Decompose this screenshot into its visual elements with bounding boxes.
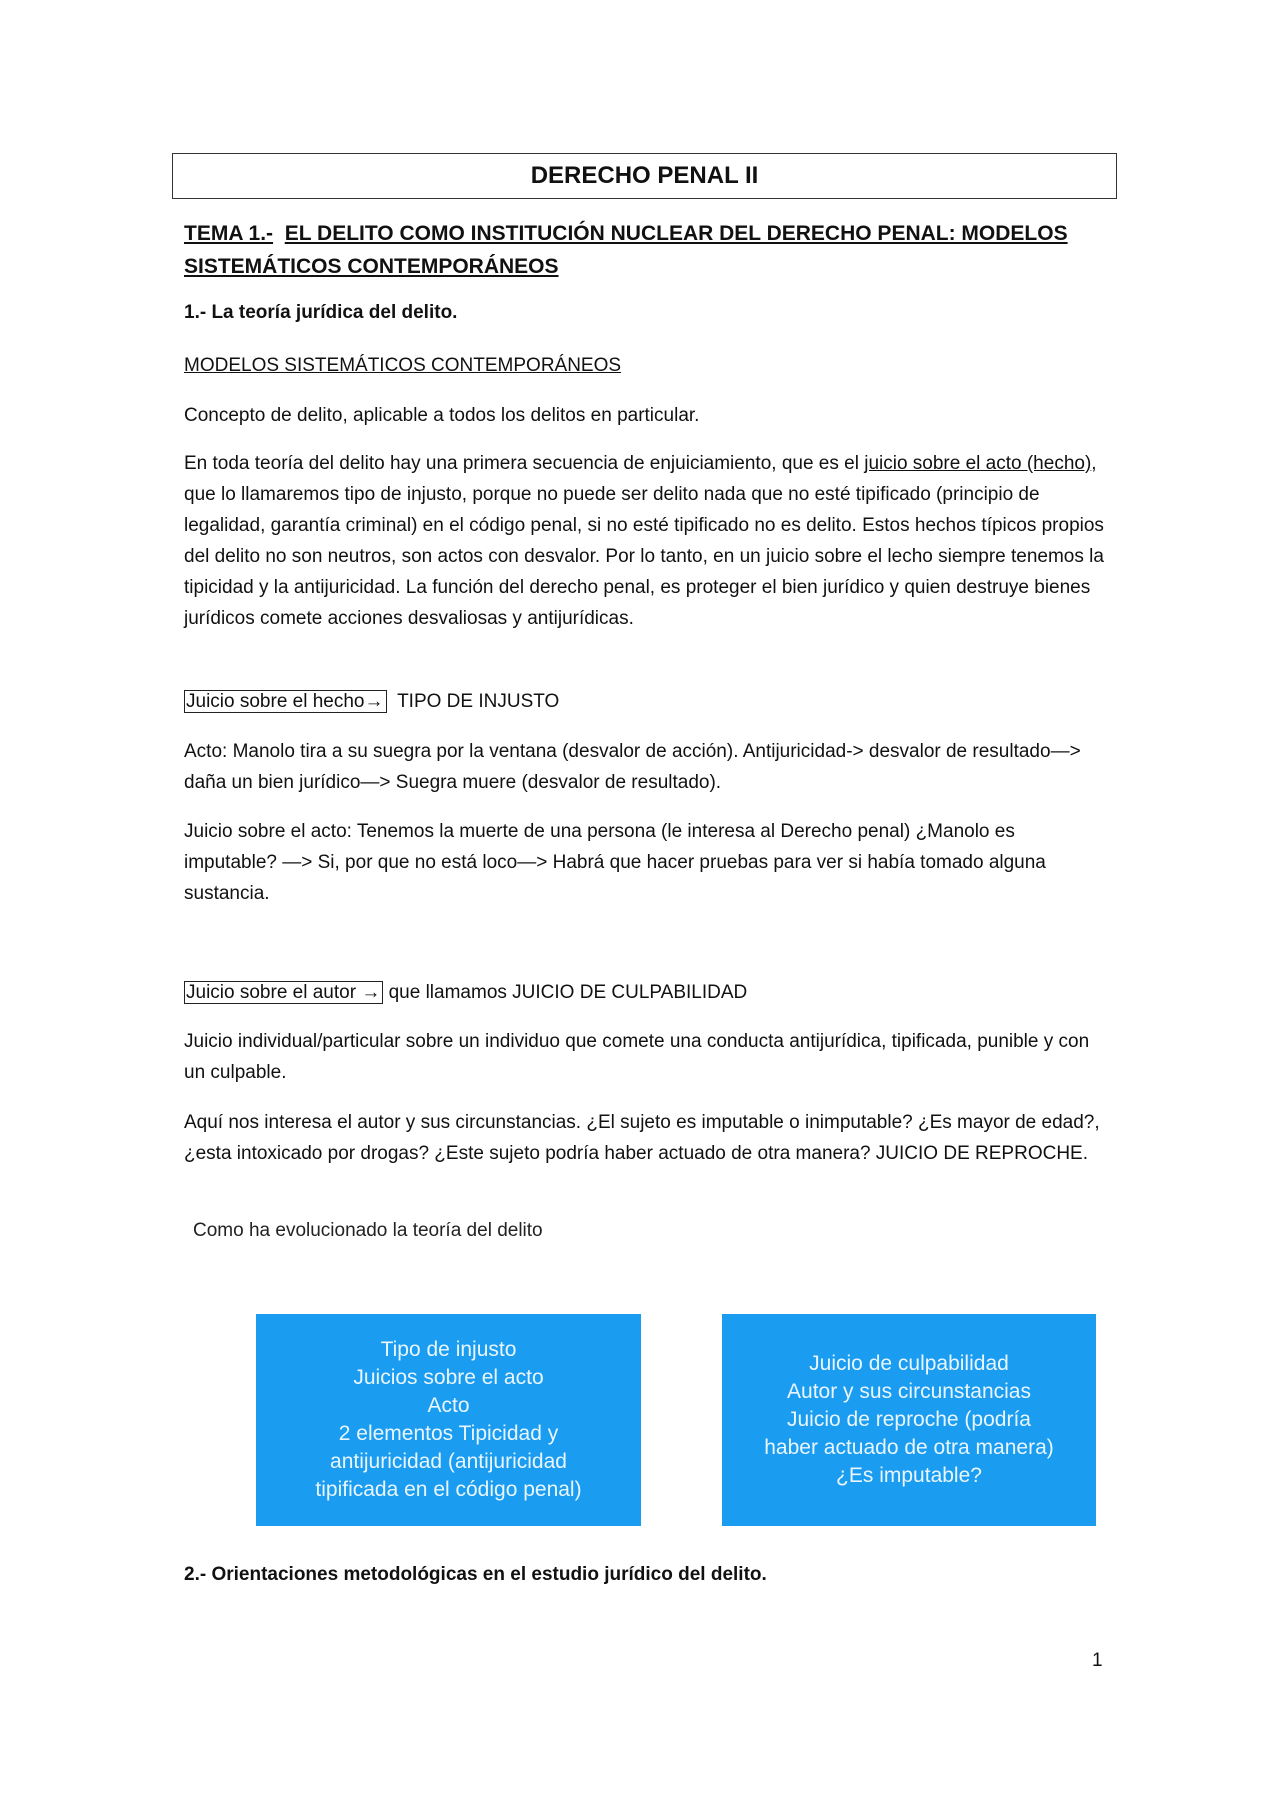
paragraph-teoria-part-a: En toda teoría del delito hay una primera secuencia de enjuiciamiento, que es el xyxy=(184,453,865,474)
paragraph-acto: Acto: Manolo tira a su suegra por la ventana (desvalor de acción). Antijuricidad-> desvalor de resultado—> daña un bien jurídico—> Suegra muere (desvalor de resultado). xyxy=(184,741,1081,793)
tema-heading xyxy=(184,217,1104,283)
paragraph-juicio-acto: Juicio sobre el acto: Tenemos la muerte de una persona (le interesa al Derecho penal) ¿Manolo es imputable? —> Si, por que no está loco—> Habrá que hacer pruebas para ver si había tomado alguna sustancia. xyxy=(184,821,1046,904)
blue-box-left-line: tipificada en el código penal) xyxy=(315,1478,582,1501)
juicio-autor-label: Juicio sobre el autor xyxy=(186,982,357,1003)
blue-box-right-line: haber actuado de otra manera) xyxy=(764,1436,1054,1459)
juicio-hecho-box xyxy=(184,690,387,713)
tema-prefix: TEMA 1.- xyxy=(184,222,274,245)
paragraph-teoria xyxy=(184,448,1104,634)
blue-box-right-line: Autor y sus circunstancias xyxy=(787,1380,1031,1403)
blue-box-culpabilidad xyxy=(722,1314,1096,1526)
juicio-hecho-line xyxy=(184,686,1104,717)
tema-title: EL DELITO COMO INSTITUCIÓN NUCLEAR DEL DERECHO PENAL: MODELOS SISTEMÁTICOS CONTEMPORÁNEOS xyxy=(184,222,1068,278)
arrow-right-icon: → xyxy=(364,691,384,712)
blue-box-left-line: antijuricidad (antijuricidad xyxy=(330,1450,567,1473)
juicio-autor-box xyxy=(184,981,383,1004)
arrow-right-icon: → xyxy=(361,982,381,1003)
juicio-hecho-label: Juicio sobre el hecho xyxy=(186,691,365,712)
juicio-autor-line xyxy=(184,977,1104,1008)
blue-box-left-line: 2 elementos Tipicidad y xyxy=(338,1422,559,1445)
page-number: 1 xyxy=(1092,1650,1103,1671)
blue-box-right-line: ¿Es imputable? xyxy=(836,1464,982,1487)
figure-caption: Como ha evolucionado la teoría del delito xyxy=(193,1220,543,1241)
blue-box-left-line: Acto xyxy=(427,1394,470,1417)
section-2-heading: 2.- Orientaciones metodológicas en el estudio jurídico del delito. xyxy=(184,1564,767,1585)
paragraph-aqui: Aquí nos interesa el autor y sus circunstancias. ¿El sujeto es imputable o inimputable? ¿Es mayor de edad?, ¿esta intoxicado por drogas? ¿Este sujeto podría haber actuado de otra manera? JUICIO DE REPROCHE. xyxy=(184,1112,1100,1164)
paragraph-concepto: Concepto de delito, aplicable a todos los delitos en particular. xyxy=(184,405,700,426)
paragraph-individual: Juicio individual/particular sobre un individuo que comete una conducta antijurídica, tipificada, punible y con un culpable. xyxy=(184,1031,1090,1083)
blue-box-left-lines xyxy=(315,1336,581,1504)
blue-box-right-line: Juicio de culpabilidad xyxy=(809,1352,1009,1375)
paragraph-teoria-underlined: juicio sobre el acto (hecho) xyxy=(864,453,1092,474)
paragraph-teoria-part-b: , que lo llamaremos tipo de injusto, porque no puede ser delito nada que no esté tipificado (principio de legalidad, garantía criminal) en el código penal, si no esté tipificado no es delito. Estos hechos típicos propios del delito no son neutros, son actos con desvalor. Por lo tanto, en un juicio sobre el lecho siempre tenemos la tipicidad y la antijuricidad. La función del derecho penal, es proteger el bien jurídico y quien destruye bienes jurídicos comete acciones desvaliosas y antijurídicas. xyxy=(184,453,1104,629)
blue-box-right-line: Juicio de reproche (podría xyxy=(787,1408,1031,1431)
blue-box-left-line: Juicios sobre el acto xyxy=(353,1366,544,1389)
blue-box-tipo-injusto xyxy=(256,1314,641,1526)
section-1-heading: 1.- La teoría jurídica del delito. xyxy=(184,302,458,323)
tipo-injusto-label: TIPO DE INJUSTO xyxy=(397,691,560,712)
subheading-modelos: MODELOS SISTEMÁTICOS CONTEMPORÁNEOS xyxy=(184,355,622,376)
culpabilidad-label: que llamamos JUICIO DE CULPABILIDAD xyxy=(388,982,748,1003)
blue-box-left-line: Tipo de injusto xyxy=(380,1338,517,1361)
blue-box-right-lines xyxy=(764,1350,1054,1490)
document-title: DERECHO PENAL II xyxy=(172,153,1117,199)
